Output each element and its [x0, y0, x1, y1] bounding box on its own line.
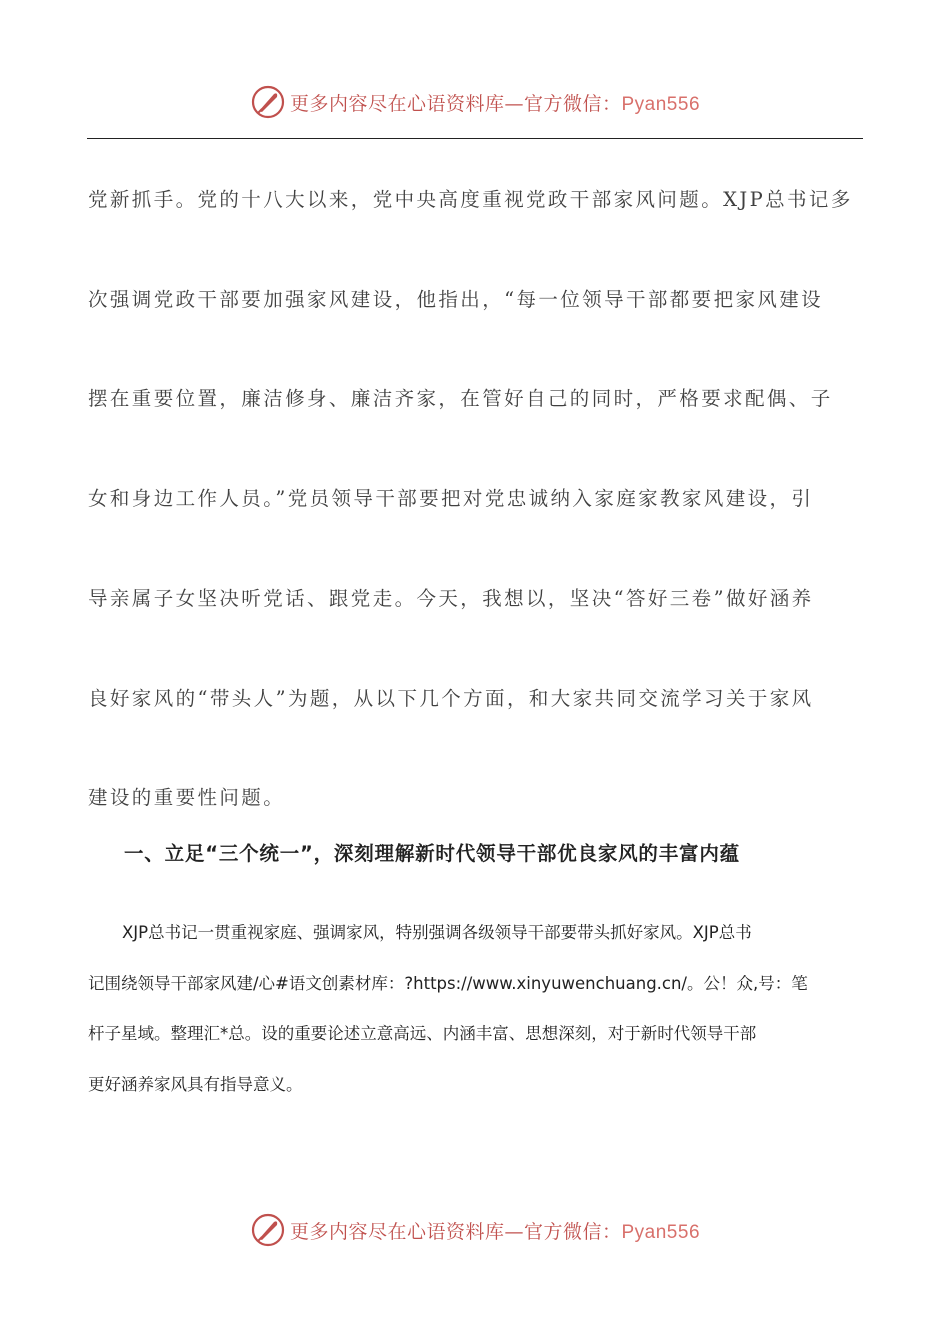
banner-separator: —: [504, 92, 524, 115]
header-rule: [87, 138, 863, 139]
section-line: 记围绕领导干部家风建/心#语文创素材库：?https://www.xinyuwenchuang.cn/。公！众,号：笔: [88, 973, 808, 993]
banner-wechat-label: 官方微信：: [523, 1220, 622, 1243]
footer-banner: [0, 1208, 950, 1252]
section-line: 更好涵养家风具有指导意义。: [88, 1074, 303, 1094]
banner-main-text: 更多内容尽在心语资料库: [289, 92, 505, 115]
section-heading: 一、立足“三个统一”，深刻理解新时代领导干部优良家风的丰富内蕴: [124, 842, 740, 865]
quill-logo-icon: [250, 1212, 286, 1248]
section-paragraph: [88, 908, 864, 1110]
body-line: 建设的重要性问题。: [88, 786, 286, 810]
banner-separator: —: [504, 1220, 524, 1243]
quill-logo-icon: [250, 84, 286, 120]
body-line: 良好家风的“带头人”为题，从以下几个方面，和大家共同交流学习关于家风: [88, 686, 814, 710]
body-paragraph: [88, 150, 864, 848]
banner-wechat-id: Pyan556: [621, 1221, 701, 1243]
section-line: 杆子星域。整理汇*总。设的重要论述立意高远、内涵丰富、思想深刻，对于新时代领导干部: [88, 1024, 757, 1043]
banner-wechat-id: Pyan556: [621, 93, 701, 115]
body-line: 导亲属子女坚决听党话、跟党走。今天，我想以，坚决“答好三卷”做好涵养: [88, 586, 814, 610]
header-banner: [0, 80, 950, 124]
banner-wechat-label: 官方微信：: [523, 92, 622, 115]
body-line: 次强调党政干部要加强家风建设，他指出，“每一位领导干部都要把家风建设: [88, 287, 824, 311]
banner-main-text: 更多内容尽在心语资料库: [289, 1220, 505, 1243]
body-line: 摆在重要位置，廉洁修身、廉洁齐家，在管好自己的同时，严格要求配偶、子: [88, 387, 833, 411]
header-banner-text: [290, 89, 700, 116]
body-line: 党新抓手。党的十八大以来，党中央高度重视党政干部家风问题。XJP总书记多: [88, 188, 853, 211]
section-line: XJP总书记一贯重视家庭、强调家风，特别强调各级领导干部要带头抓好家风。XJP总书: [122, 923, 752, 942]
footer-banner-text: [290, 1217, 700, 1244]
body-line: 女和身边工作人员。”党员领导干部要把对党忠诚纳入家庭家教家风建设，引: [88, 487, 814, 511]
